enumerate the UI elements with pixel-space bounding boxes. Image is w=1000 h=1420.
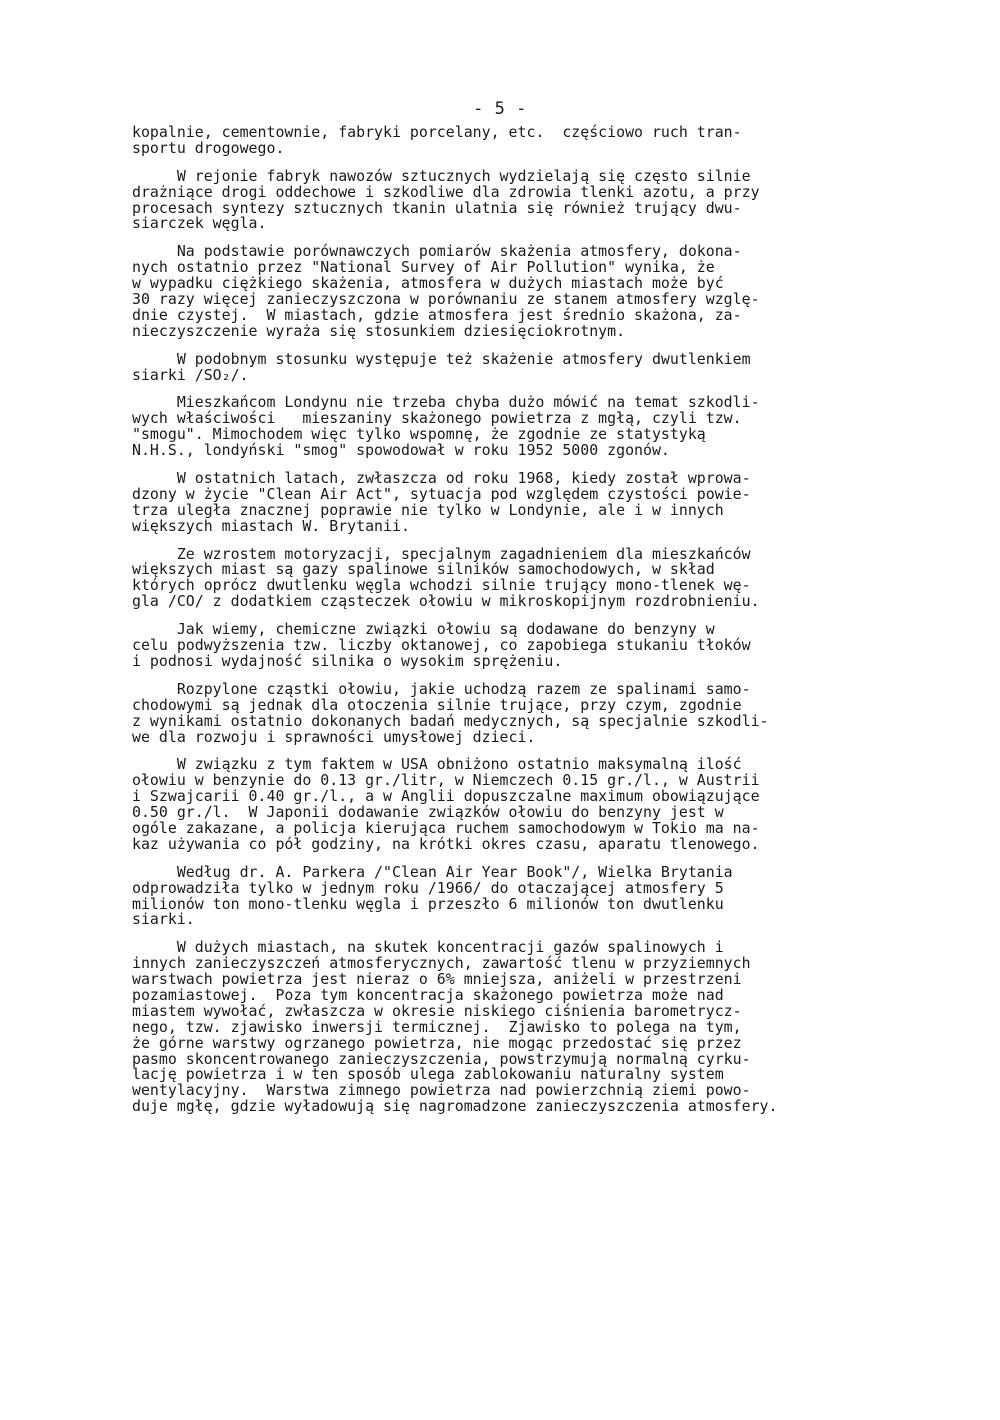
text-line: W dużych miastach, na skutek koncentracji gazów spalinowych i: [132, 938, 724, 957]
paragraph: [132, 622, 892, 670]
text-line: 0.50 gr./l. W Japonii dodawanie związków ołowiu do benzyny jest w: [132, 803, 724, 822]
text-line: nych ostatnio przez "National Survey of Air Pollution" wynika, że: [132, 258, 715, 277]
text-line: duje mgłę, gdzie wyładowują się nagromadzone zanieczyszczenia atmosfery.: [132, 1097, 778, 1116]
text-line: większych miastach W. Brytanii.: [132, 516, 410, 535]
paragraph: [132, 125, 892, 157]
paragraph: [132, 544, 892, 611]
text-line: Mieszkańcom Londynu nie trzeba chyba dużo mówić na temat szkodli-: [132, 393, 760, 412]
text-line: W ostatnich latach, zwłaszcza od roku 1968, kiedy został wprowa-: [132, 469, 751, 488]
text-line: celu podwyższenia tzw. liczby oktanowej, co zapobiega stukaniu tłoków: [132, 636, 751, 655]
text-line: odprowadziła tylko w jednym roku /1966/ do otaczającej atmosfery 5: [132, 878, 724, 897]
text-line: i Szwajcarii 0.40 gr./l., a w Anglii dopuszczalne maximum obowiązujące: [132, 787, 760, 806]
paragraph: [132, 862, 892, 929]
text-line: trza uległa znacznej poprawie nie tylko w Londynie, ale i w innych: [132, 500, 724, 519]
paragraph: [132, 349, 892, 384]
text-line: siarki /SO₂/.: [132, 365, 249, 384]
text-line: większych miast są gazy spalinowe silników samochodowych, w skład: [132, 560, 715, 579]
text-line: nieczyszczenie wyraża się stosunkiem dziesięciokrotnym.: [132, 321, 626, 340]
text-line: innych zanieczyszczeń atmosferycznych, zawartość tlenu w przyziemnych: [132, 954, 751, 973]
text-line: kaz używania co pół godziny, na krótki okres czasu, aparatu tlenowego.: [132, 834, 760, 853]
text-line: W rejonie fabryk nawozów sztucznych wydzielają się często silnie: [132, 166, 751, 185]
text-line: dnie czystej. W miastach, gdzie atmosfera jest średnio skażona, za-: [132, 305, 742, 324]
paragraph: [132, 471, 892, 535]
text-line: że górne warstwy ogrzanego powietrza, nie mogąc przedostać się przez: [132, 1033, 742, 1052]
text-line: nego, tzw. zjawisko inwersji termicznej. Zjawisko to polega na tym,: [132, 1017, 742, 1036]
text-line: procesach syntezy sztucznych tkanin ulatnia się również trujący dwu-: [132, 198, 742, 217]
text-line: Rozpylone cząstki ołowiu, jakie uchodzą razem ze spalinami samo-: [132, 679, 751, 698]
paragraph: [132, 757, 892, 852]
text-line: Według dr. A. Parkera /"Clean Air Year Book"/, Wielka Brytania: [132, 862, 733, 881]
text-line: siarczek węgla.: [132, 214, 267, 233]
text-line: miastem wywołać, zwłaszcza w okresie niskiego ciśnienia barometrycz-: [132, 1001, 742, 1020]
text-line: wych właściwości mieszaniny skażonego powietrza z mgłą, czyli tzw.: [132, 409, 742, 428]
text-line: lację powietrza i w ten sposób ulega zablokowaniu naturalny system: [132, 1065, 724, 1084]
page-number: - 5 -: [473, 99, 527, 119]
paragraph: [132, 244, 892, 339]
text-line: warstwach powietrza jest nieraz o 6% mniejsza, aniżeli w przestrzeni: [132, 970, 742, 989]
text-line: Na podstawie porównawczych pomiarów skażenia atmosfery, dokona-: [132, 242, 742, 261]
text-line: milionów ton mono-tlenku węgla i przeszło 6 milionów ton dwutlenku: [132, 894, 724, 913]
text-line: W związku z tym faktem w USA obniżono ostatnio maksymalną ilość: [132, 755, 742, 774]
text-line: kopalnie, cementownie, fabryki porcelany, etc. częściowo ruch tran-: [132, 123, 742, 141]
text-line: 30 razy więcej zanieczyszczona w porównaniu ze stanem atmosfery wzglę-: [132, 290, 760, 309]
text-line: "smogu". Mimochodem więc tylko wspomnę, że zgodnie ze statystyką: [132, 425, 706, 444]
text-line: w wypadku ciężkiego skażenia, atmosfera w dużych miastach może być: [132, 274, 724, 293]
text-line: sportu drogowego.: [132, 138, 285, 157]
text-line: W podobnym stosunku występuje też skażenie atmosfery dwutlenkiem: [132, 349, 751, 368]
text-line: i podnosi wydajność silnika o wysokim sprężeniu.: [132, 651, 563, 670]
text-line: chodowymi są jednak dla otoczenia silnie trujące, przy czym, zgodnie: [132, 695, 742, 714]
text-line: ołowiu w benzynie do 0.13 gr./litr, w Niemczech 0.15 gr./l., w Austrii: [132, 771, 760, 790]
paragraph: [132, 940, 892, 1115]
text-line: N.H.S., londyński "smog" spowodował w roku 1952 5000 zgonów.: [132, 441, 670, 460]
text-line: których oprócz dwutlenku węgla wchodzi silnie trujący mono-tlenek wę-: [132, 576, 751, 595]
text-line: z wynikami ostatnio dokonanych badań medycznych, są specjalnie szkodli-: [132, 711, 769, 730]
text-line: pozamiastowej. Poza tym koncentracja skażonego powietrza może nad: [132, 985, 724, 1004]
text-line: dzony w życie "Clean Air Act", sytuacja pod względem czystości powie-: [132, 484, 751, 503]
text-line: pasmo skoncentrowanego zanieczyszczenia, powstrzymują normalną cyrku-: [132, 1049, 751, 1068]
paragraph: [132, 166, 892, 233]
text-line: Jak wiemy, chemiczne związki ołowiu są dodawane do benzyny w: [132, 620, 715, 639]
text-line: drażniące drogi oddechowe i szkodliwe dla zdrowia tlenki azotu, a przy: [132, 182, 760, 201]
text-line: gla /CO/ z dodatkiem cząsteczek ołowiu w mikroskopijnym rozdrobnieniu.: [132, 592, 760, 611]
text-line: we dla rozwoju i sprawności umysłowej dzieci.: [132, 727, 536, 746]
text-line: ogóle zakazane, a policja kierująca ruchem samochodowym w Tokio ma na-: [132, 818, 760, 837]
text-line: Ze wzrostem motoryzacji, specjalnym zagadnieniem dla mieszkańców: [132, 544, 751, 563]
text-line: siarki.: [132, 910, 195, 929]
paragraph: [132, 395, 892, 459]
paragraph: [132, 679, 892, 746]
document-body: [132, 125, 892, 1127]
text-line: wentylacyjny. Warstwa zimnego powietrza nad powierzchnią ziemi powo-: [132, 1081, 751, 1100]
